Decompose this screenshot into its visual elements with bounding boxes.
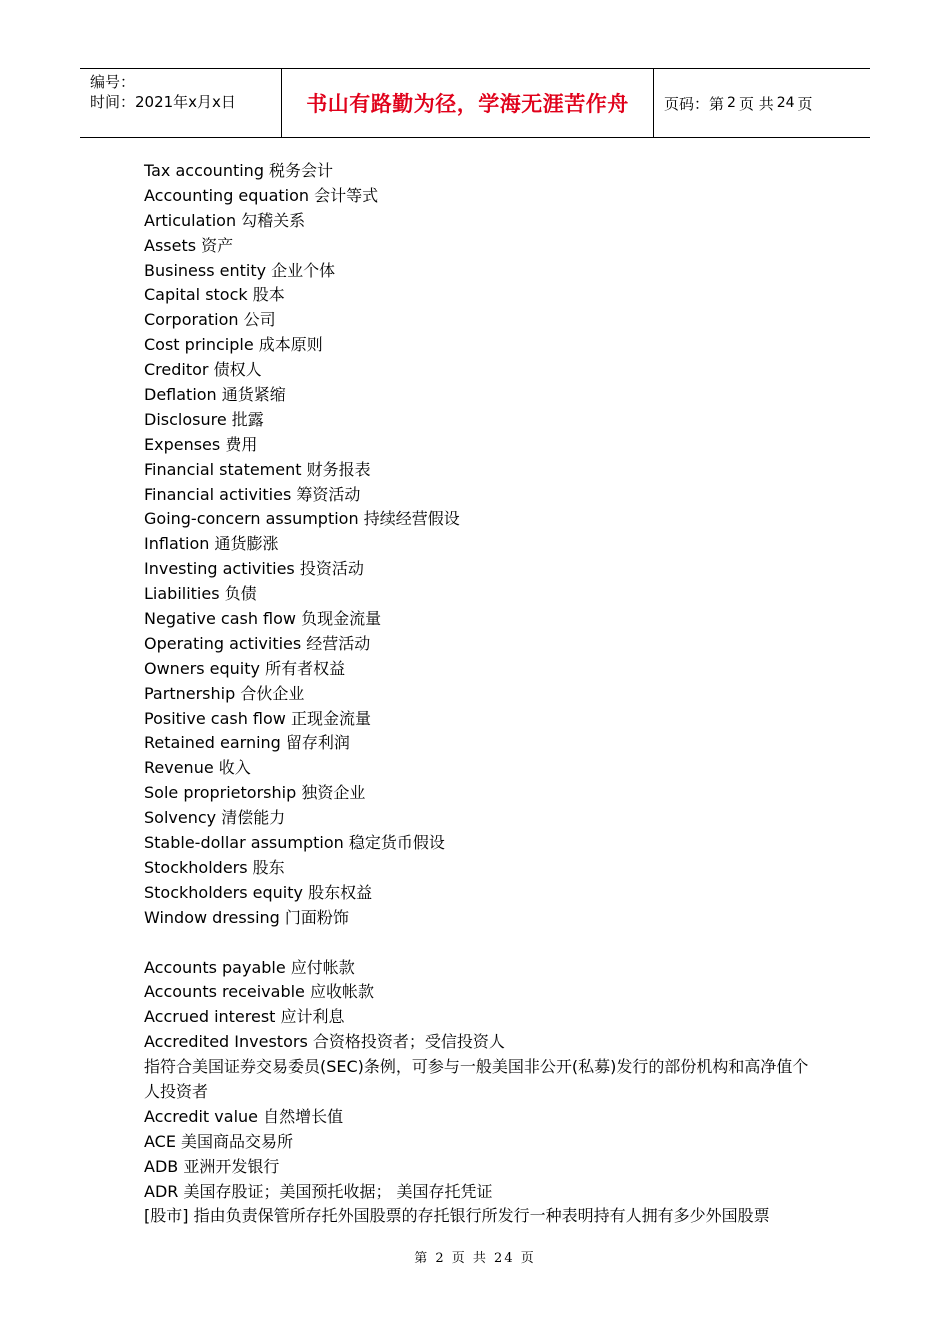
term-line: ADB 亚洲开发银行 xyxy=(144,1156,280,1176)
term-line: Deflation 通货紧缩 xyxy=(144,385,286,405)
term-line: Retained earning 留存利润 xyxy=(144,733,350,753)
term-note: 指符合美国证券交易委员(SEC)条例，可参与一般美国非公开(私募)发行的部份机构和高净值个人投资者 xyxy=(144,1057,809,1101)
term-line: Cost principle 成本原则 xyxy=(144,335,323,355)
term-line: Creditor 债权人 xyxy=(144,360,262,380)
term-line: Stockholders 股东 xyxy=(144,857,285,877)
time-label: 时间：2021年x月x日 xyxy=(90,93,236,111)
term-line: Accredited Investors 合资格投资者；受信投资人 xyxy=(144,1032,505,1052)
term-line: Financial statement 财务报表 xyxy=(144,459,371,479)
term-line: Stable-dollar assumption 稳定货币假设 xyxy=(144,833,445,853)
header-left-cell xyxy=(80,69,282,137)
page-total: 24 xyxy=(776,95,795,111)
term-line: Revenue 收入 xyxy=(144,758,251,778)
term-line: Solvency 清偿能力 xyxy=(144,808,286,828)
term-line: Inflation 通货膨涨 xyxy=(144,534,279,554)
term-line: Operating activities 经营活动 xyxy=(144,633,371,653)
term-line: Going-concern assumption 持续经营假设 xyxy=(144,509,460,529)
document-body xyxy=(144,159,824,1229)
term-line: Window dressing 门面粉饰 xyxy=(144,907,349,927)
term-line: Accrued interest 应计利息 xyxy=(144,1007,345,1027)
page-number: 2 xyxy=(727,95,736,111)
page-prefix: 页码：第 xyxy=(664,94,725,113)
term-line: Tax accounting 税务会计 xyxy=(144,161,334,180)
term-line: Capital stock 股本 xyxy=(144,285,285,305)
serial-label: 编号： xyxy=(90,73,136,91)
header-motto-cell xyxy=(282,69,654,137)
term-line: Disclosure 批露 xyxy=(144,409,264,429)
term-line: Accounts receivable 应收帐款 xyxy=(144,982,374,1002)
page-suffix: 页 xyxy=(797,94,813,113)
term-line: Articulation 勾稽关系 xyxy=(144,210,306,230)
term-line: Accredit value 自然增长值 xyxy=(144,1106,344,1126)
term-line: ACE 美国商品交易所 xyxy=(144,1131,294,1151)
term-line: ADR 美国存股证；美国预托收据； 美国存托凭证 xyxy=(144,1181,493,1201)
term-line: Assets 资产 xyxy=(144,235,234,255)
term-line: Negative cash flow 负现金流量 xyxy=(144,609,382,629)
term-line: Investing activities 投资活动 xyxy=(144,559,364,579)
term-line: Sole proprietorship 独资企业 xyxy=(144,783,366,803)
header-motto: 书山有路勤为径，学海无涯苦作舟 xyxy=(306,91,629,116)
term-line: Accounting equation 会计等式 xyxy=(144,185,379,205)
term-line: Stockholders equity 股东权益 xyxy=(144,882,373,902)
page-mid: 页 共 xyxy=(738,94,774,113)
term-note: [股市] 指由负责保管所存托外国股票的存托银行所发行一种表明持有人拥有多少外国股票 xyxy=(144,1206,770,1226)
term-line: Corporation 公司 xyxy=(144,310,276,330)
term-line: Business entity 企业个体 xyxy=(144,260,336,280)
header-page-cell xyxy=(654,69,870,137)
term-line: Accounts payable 应付帐款 xyxy=(144,957,355,977)
term-line: Financial activities 筹资活动 xyxy=(144,484,361,504)
term-line: Liabilities 负债 xyxy=(144,584,257,604)
page-header xyxy=(80,68,870,138)
blank-line xyxy=(144,931,824,956)
term-line: Owners equity 所有者权益 xyxy=(144,658,346,678)
term-line: Positive cash flow 正现金流量 xyxy=(144,708,371,728)
term-line: Expenses 费用 xyxy=(144,434,258,454)
page-footer: 第 2 页 共 24 页 xyxy=(414,1251,536,1266)
term-line: Partnership 合伙企业 xyxy=(144,683,305,703)
